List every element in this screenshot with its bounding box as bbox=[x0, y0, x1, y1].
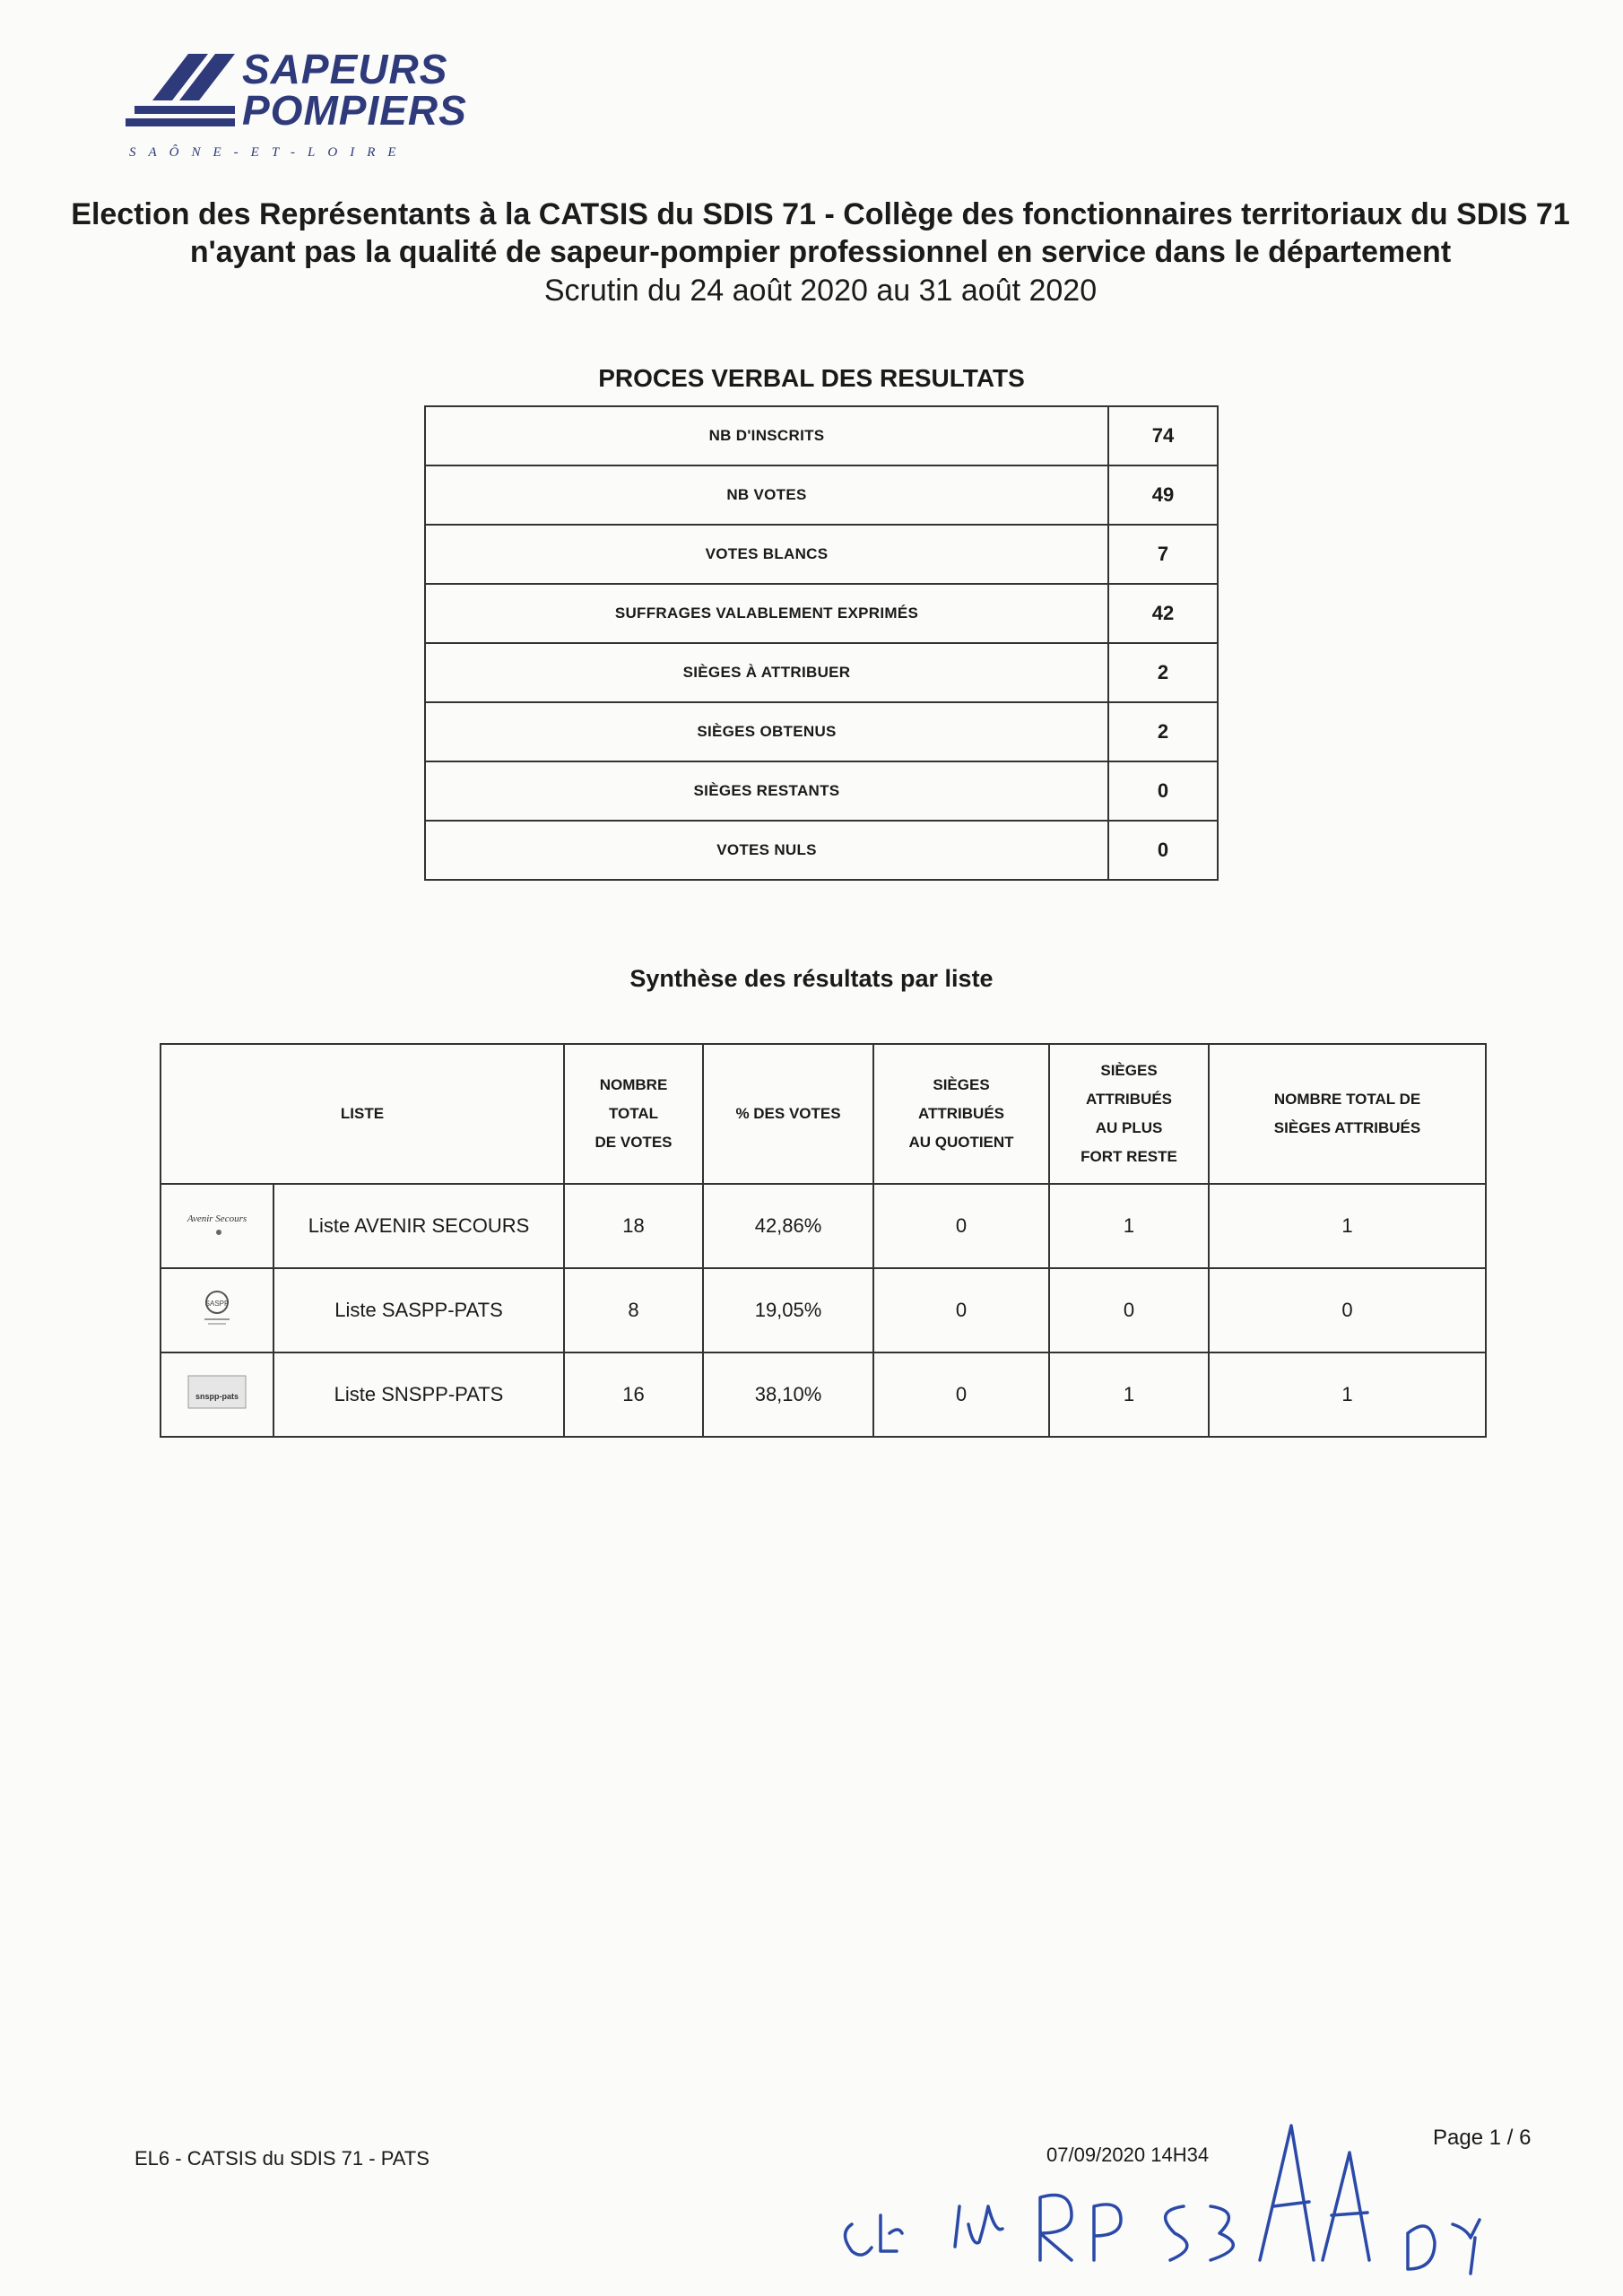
header-text: ATTRIBUÉS bbox=[918, 1105, 1005, 1122]
pv-heading: PROCES VERBAL DES RESULTATS bbox=[598, 364, 1025, 392]
pv-value: 74 bbox=[1108, 406, 1218, 465]
pv-value: 49 bbox=[1108, 465, 1218, 525]
pv-value: 2 bbox=[1108, 702, 1218, 761]
table-row bbox=[425, 525, 1218, 584]
logo-line-sapeurs: SAPEURS bbox=[242, 46, 448, 92]
pv-label: SIÈGES RESTANTS bbox=[425, 761, 1108, 821]
header-text: NOMBRE bbox=[599, 1076, 668, 1093]
scrutin-dates: Scrutin du 24 août 2020 au 31 août 2020 bbox=[543, 274, 1098, 308]
list-name: Liste SNSPP-PATS bbox=[273, 1352, 564, 1437]
seats-quotient: 0 bbox=[873, 1268, 1049, 1352]
saspp-logo bbox=[161, 1268, 273, 1352]
logo-text: snspp-pats bbox=[195, 1392, 239, 1401]
avenir-secours-logo-icon bbox=[181, 1202, 253, 1245]
header-text: NOMBRE TOTAL DE bbox=[1273, 1091, 1421, 1108]
avenir-secours-logo bbox=[161, 1184, 273, 1268]
pv-results-table bbox=[424, 405, 1219, 881]
handwritten-initials-signature-icon bbox=[834, 2099, 1533, 2287]
header-pct-votes: % DES VOTES bbox=[703, 1044, 873, 1184]
pv-label: SUFFRAGES VALABLEMENT EXPRIMÉS bbox=[425, 584, 1108, 643]
list-results-table bbox=[160, 1043, 1487, 1438]
table-row bbox=[425, 821, 1218, 880]
footer-reference: EL6 - CATSIS du SDIS 71 - PATS bbox=[135, 2147, 430, 2170]
total-votes: 18 bbox=[564, 1184, 703, 1268]
seats-total: 0 bbox=[1209, 1268, 1486, 1352]
synthesis-heading: Synthèse des résultats par liste bbox=[629, 965, 994, 992]
seats-quotient: 0 bbox=[873, 1184, 1049, 1268]
page-number: Page 1 / 6 bbox=[1433, 2126, 1532, 2150]
pv-label: SIÈGES À ATTRIBUER bbox=[425, 643, 1108, 702]
pv-value: 2 bbox=[1108, 643, 1218, 702]
header-total-sieges bbox=[1209, 1044, 1486, 1184]
pct-votes: 42,86% bbox=[703, 1184, 873, 1268]
logo-text: SASPP bbox=[204, 1300, 230, 1308]
seats-plus-fort-reste: 0 bbox=[1049, 1268, 1209, 1352]
header-text: DE VOTES bbox=[595, 1134, 673, 1151]
table-row bbox=[425, 643, 1218, 702]
header-text: SIÈGES bbox=[1100, 1062, 1158, 1079]
total-votes: 16 bbox=[564, 1352, 703, 1437]
table-header-row bbox=[161, 1044, 1486, 1184]
sdis-emblem-icon bbox=[126, 45, 242, 135]
pv-label: VOTES BLANCS bbox=[425, 525, 1108, 584]
header-text: ATTRIBUÉS bbox=[1086, 1091, 1173, 1108]
table-row bbox=[425, 702, 1218, 761]
seats-quotient: 0 bbox=[873, 1352, 1049, 1437]
title-line-2: n'ayant pas la qualité de sapeur-pompier professionnel en service dans le département bbox=[189, 235, 1452, 269]
pv-label: NB D'INSCRITS bbox=[425, 406, 1108, 465]
header-text: AU QUOTIENT bbox=[908, 1134, 1014, 1151]
list-name: Liste AVENIR SECOURS bbox=[273, 1184, 564, 1268]
pct-votes: 38,10% bbox=[703, 1352, 873, 1437]
header-text: FORT RESTE bbox=[1081, 1148, 1177, 1165]
pct-votes: 19,05% bbox=[703, 1268, 873, 1352]
pv-label: SIÈGES OBTENUS bbox=[425, 702, 1108, 761]
sapeurs-pompiers-logo bbox=[126, 45, 467, 170]
footer-date: 07/09/2020 14H34 bbox=[1046, 2144, 1210, 2166]
pv-value: 7 bbox=[1108, 525, 1218, 584]
logo-line-pompiers: POMPIERS bbox=[242, 87, 467, 134]
pv-value: 0 bbox=[1108, 761, 1218, 821]
header-quotient bbox=[873, 1044, 1049, 1184]
seats-total: 1 bbox=[1209, 1184, 1486, 1268]
header-text: TOTAL bbox=[608, 1105, 659, 1122]
header-text: SIÈGES ATTRIBUÉS bbox=[1273, 1119, 1421, 1136]
seats-plus-fort-reste: 1 bbox=[1049, 1352, 1209, 1437]
list-name: Liste SASPP-PATS bbox=[273, 1268, 564, 1352]
pv-value: 42 bbox=[1108, 584, 1218, 643]
header-plus-fort-reste bbox=[1049, 1044, 1209, 1184]
logo-text: Avenir Secours bbox=[187, 1213, 247, 1224]
pv-label: VOTES NULS bbox=[425, 821, 1108, 880]
snspp-logo-icon bbox=[181, 1370, 253, 1413]
table-row bbox=[425, 406, 1218, 465]
table-row bbox=[425, 584, 1218, 643]
pv-label: NB VOTES bbox=[425, 465, 1108, 525]
table-row bbox=[425, 465, 1218, 525]
logo-subtitle: SAÔNE-ET-LOIRE bbox=[129, 145, 409, 160]
saspp-logo-icon bbox=[181, 1286, 253, 1329]
header-text: SIÈGES bbox=[933, 1076, 990, 1093]
table-row bbox=[425, 761, 1218, 821]
table-row bbox=[161, 1184, 1486, 1268]
header-liste: LISTE bbox=[161, 1044, 564, 1184]
table-row bbox=[161, 1352, 1486, 1437]
title-line-1: Election des Représentants à la CATSIS du SDIS 71 - Collège des fonctionnaires territoriaux du SDIS 71 bbox=[71, 197, 1570, 231]
header-total-votes bbox=[564, 1044, 703, 1184]
seats-total: 1 bbox=[1209, 1352, 1486, 1437]
table-row bbox=[161, 1268, 1486, 1352]
snspp-logo bbox=[161, 1352, 273, 1437]
document-title bbox=[36, 196, 1605, 310]
seats-plus-fort-reste: 1 bbox=[1049, 1184, 1209, 1268]
pv-value: 0 bbox=[1108, 821, 1218, 880]
total-votes: 8 bbox=[564, 1268, 703, 1352]
header-text: AU PLUS bbox=[1095, 1119, 1163, 1136]
